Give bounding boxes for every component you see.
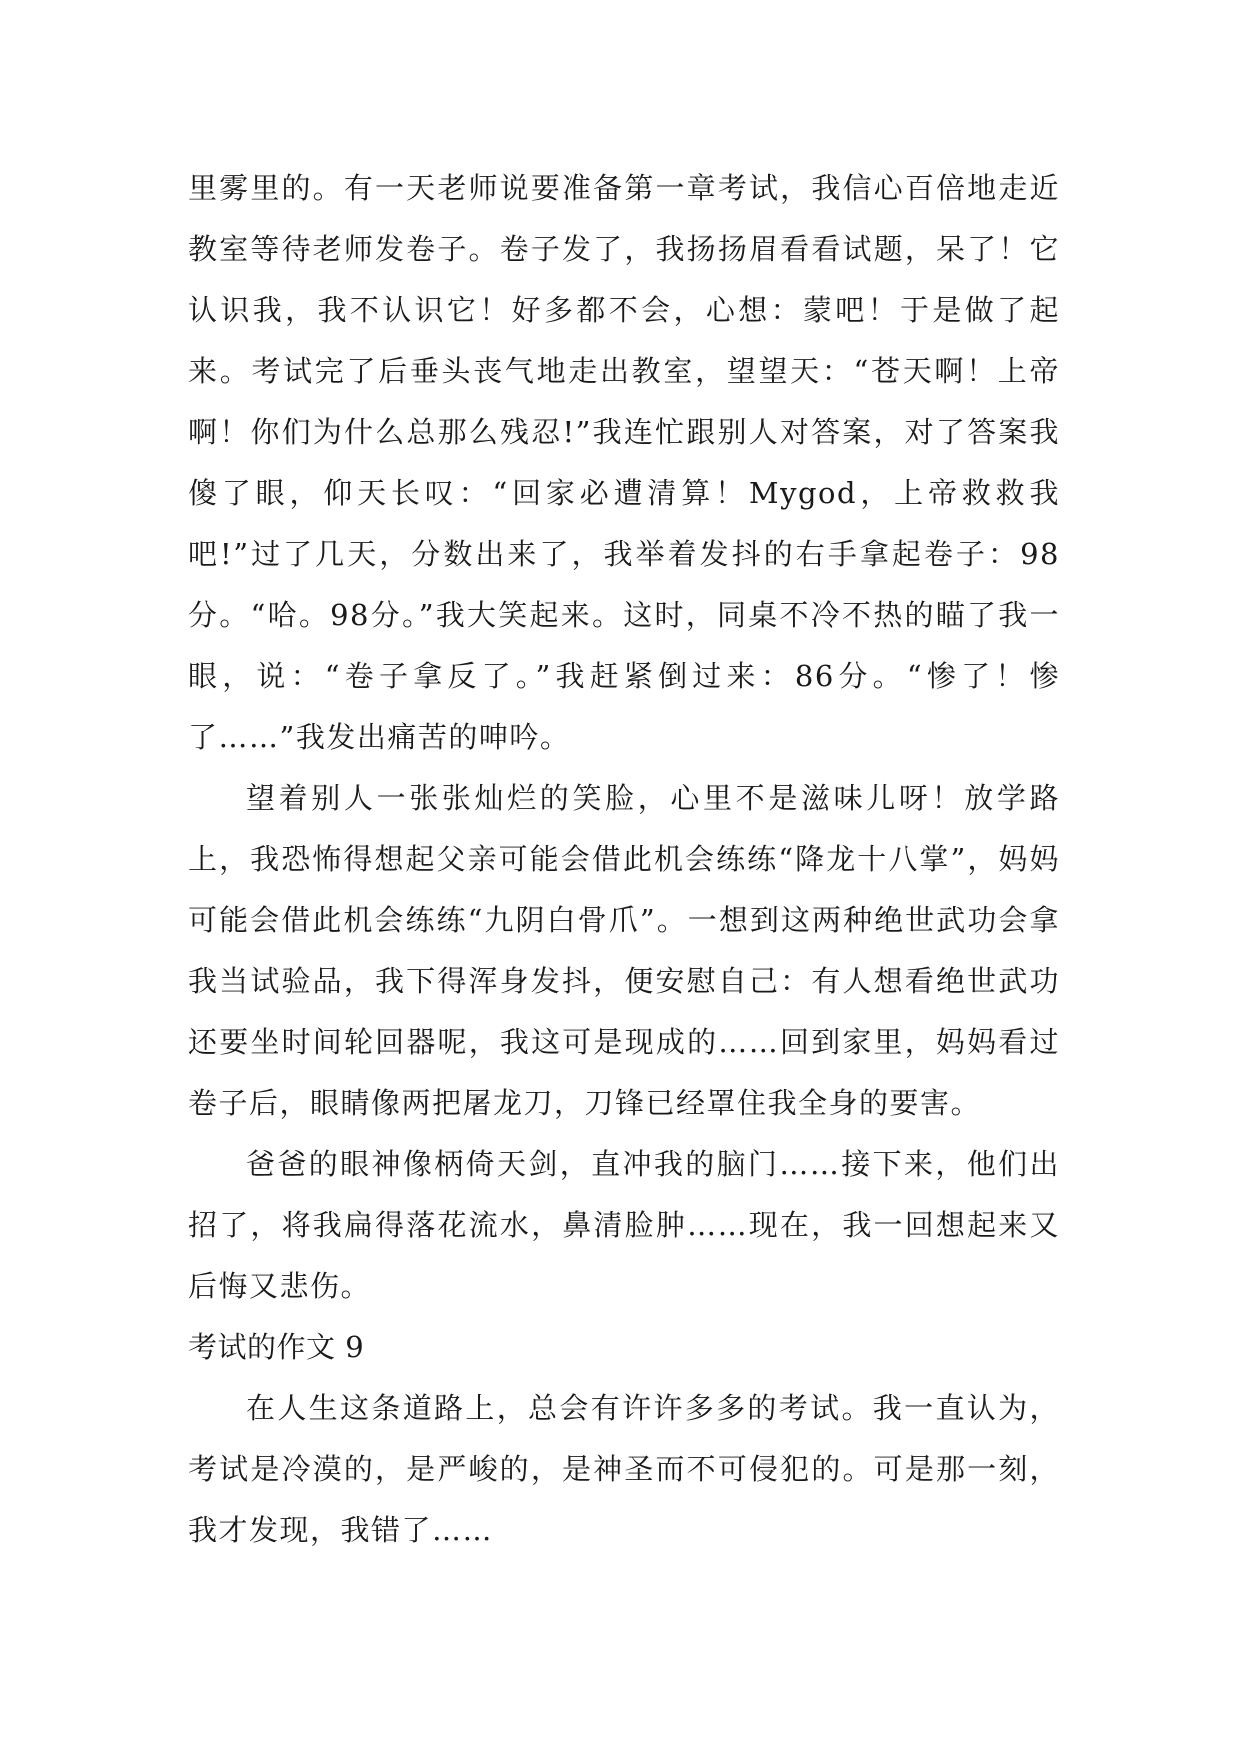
paragraph-4: 在人生这条道路上，总会有许许多多的考试。我一直认为，考试是冷漠的，是严峻的，是神圣而不可侵犯的。可是那一刻，我才发现，我错了…… [188, 1391, 1060, 1547]
paragraph-2: 望着别人一张张灿烂的笑脸，心里不是滋味儿呀！放学路上，我恐怖得想起父亲可能会借此机会练练“降龙十八掌”，妈妈可能会借此机会练练“九阴白骨爪”。一想到这两种绝世武功会拿我当试验品，我下得浑身发抖，便安慰自己：有人想看绝世武功还要坐时间轮回器呢，我这可是现成的……回到家里，妈妈看过卷子后，眼睛像两把屠龙刀，刀锋已经罩住我全身的要害。 [188, 781, 1060, 1120]
essay-heading: 考试的作文 9 [188, 1330, 365, 1364]
paragraph-continued: 里雾里的。有一天老师说要准备第一章考试，我信心百倍地走近教室等待老师发卷子。卷子发了，我扬扬眉看看试题，呆了！它认识我，我不认识它！好多都不会，心想：蒙吧！于是做了起来。考试完了后垂头丧气地走出教室，望望天：“苍天啊！上帝啊！你们为什么总那么残忍!”我连忙跟别人对答案，对了答案我傻了眼，仰天长叹：“回家必遭清算！Mygod，上帝救救我吧!”过了几天，分数出来了，我举着发抖的右手拿起卷子：98分。“哈。98分。”我大笑起来。这时，同桌不冷不热的瞄了我一眼，说：“卷子拿反了。”我赶紧倒过来：86分。“惨了！惨了……”我发出痛苦的呻吟。 [188, 171, 1060, 754]
essay-body [188, 158, 1060, 1561]
paragraph-3: 爸爸的眼神像柄倚天剑，直冲我的脑门……接下来，他们出招了，将我扁得落花流水，鼻清脸肿……现在，我一回想起来又后悔又悲伤。 [188, 1147, 1060, 1303]
